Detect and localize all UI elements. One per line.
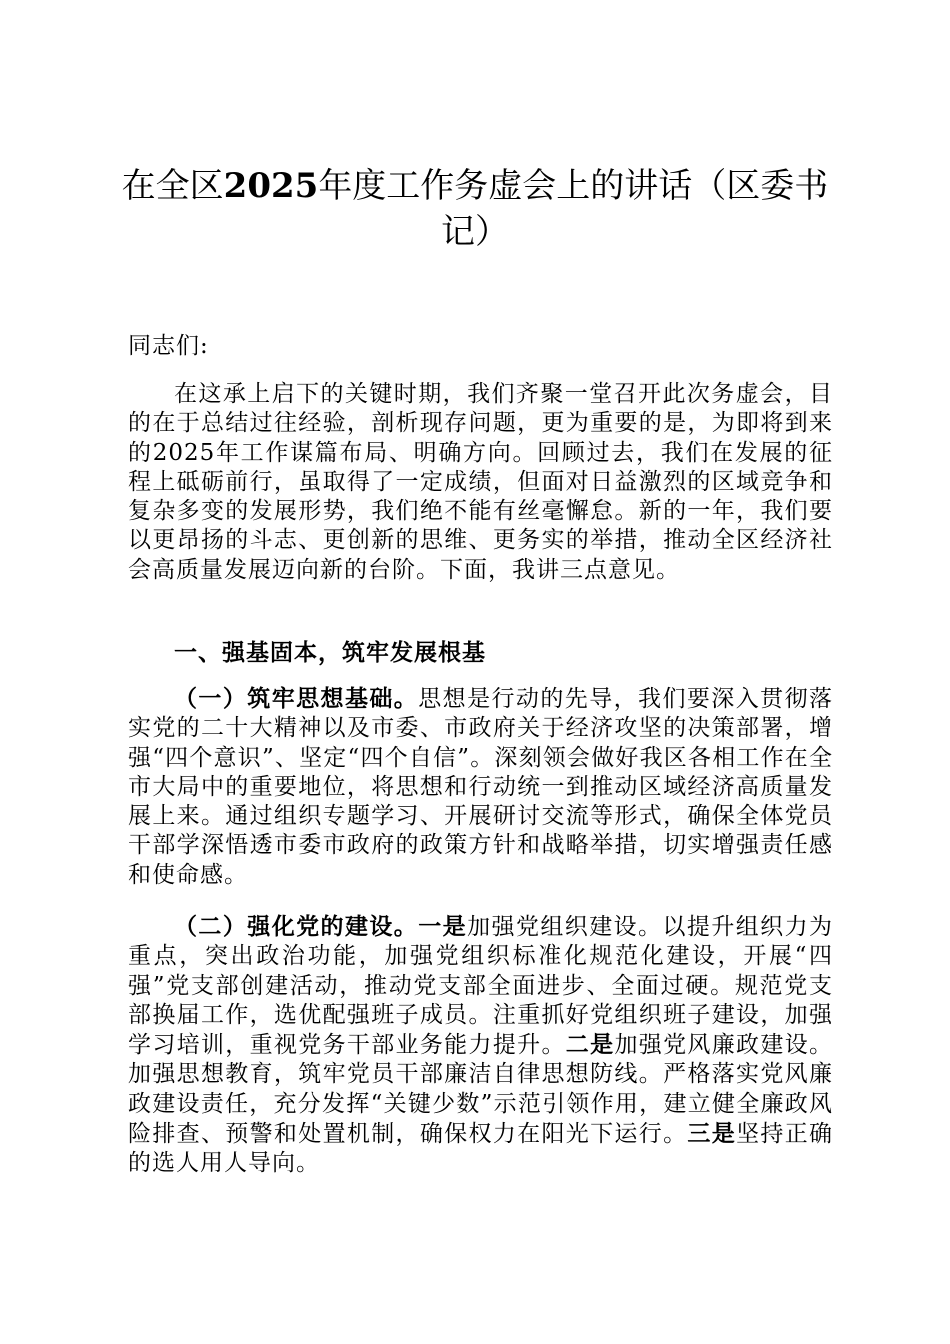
title-year: 2025 bbox=[223, 166, 319, 206]
title-suffix: 年度工作务虚会上的讲话（区委书记） bbox=[318, 166, 829, 252]
point-3-text: 坚持正确的选人用人导向。 bbox=[128, 1121, 834, 1177]
point-1-text: 加强党组织建设。以提升组织力为重点，突出政治功能，加强党组织标准化规范化建设，开展“四强”党支部创建活动，推动党支部全面进步、全面过硬。规范党支部换届工作，选优配强班子成员。注重抓好党组织班子建设，加强学习培训，重视党务干部业务能力提升。 bbox=[128, 914, 834, 1059]
document-title bbox=[110, 163, 840, 255]
section-heading-1: 一、强基固本，筑牢发展根基 bbox=[174, 639, 486, 666]
point-1-label: 一是 bbox=[418, 913, 468, 940]
salutation: 同志们: bbox=[128, 333, 209, 359]
subsection-1-text: 思想是行动的先导，我们要深入贯彻落实党的二十大精神以及市委、市政府关于经济攻坚的决策部署，增强“四个意识”、坚定“四个自信”。深刻领会做好我区各相工作在全市大局中的重要地位，将思想和行动统一到推动区域经济高质量发展上来。通过组织专题学习、开展研讨交流等形式，确保全体党员干部学深悟透市委市政府的政策方针和战略举措，切实增强责任感和使命感。 bbox=[128, 686, 834, 888]
point-3-label: 三是 bbox=[687, 1120, 737, 1148]
subsection-2-heading: （二）强化党的建设。 bbox=[174, 913, 419, 940]
subsection-1-heading: （一）筑牢思想基础。 bbox=[174, 685, 419, 712]
subsection-2-paragraph bbox=[128, 912, 833, 1179]
subsection-1-paragraph bbox=[128, 684, 833, 890]
title-prefix: 在全区 bbox=[121, 166, 224, 206]
point-2-text: 加强党风廉政建设。加强思想教育，筑牢党员干部廉洁自律思想防线。严格落实党风廉政建设责任，充分发挥“关键少数”示范引领作用，建立健全廉政风险排查、预警和处置机制，确保权力在阳光下运行。 bbox=[128, 1032, 834, 1148]
point-2-label: 二是 bbox=[565, 1031, 615, 1059]
intro-paragraph: 在这承上启下的关键时期，我们齐聚一堂召开此次务虚会，目的在于总结过往经验，剖析现存问题，更为重要的是，为即将到来的2025年工作谋篇布局、明确方向。回顾过去，我们在发展的征程上砥砺前行，虽取得了一定成绩，但面对日益激烈的区域竞争和复杂多变的发展形势，我们绝不能有丝毫懈怠。新的一年，我们要以更昂扬的斗志、更创新的思维、更务实的举措，推动全区经济社会高质量发展迈向新的台阶。下面，我讲三点意见。 bbox=[128, 381, 833, 583]
